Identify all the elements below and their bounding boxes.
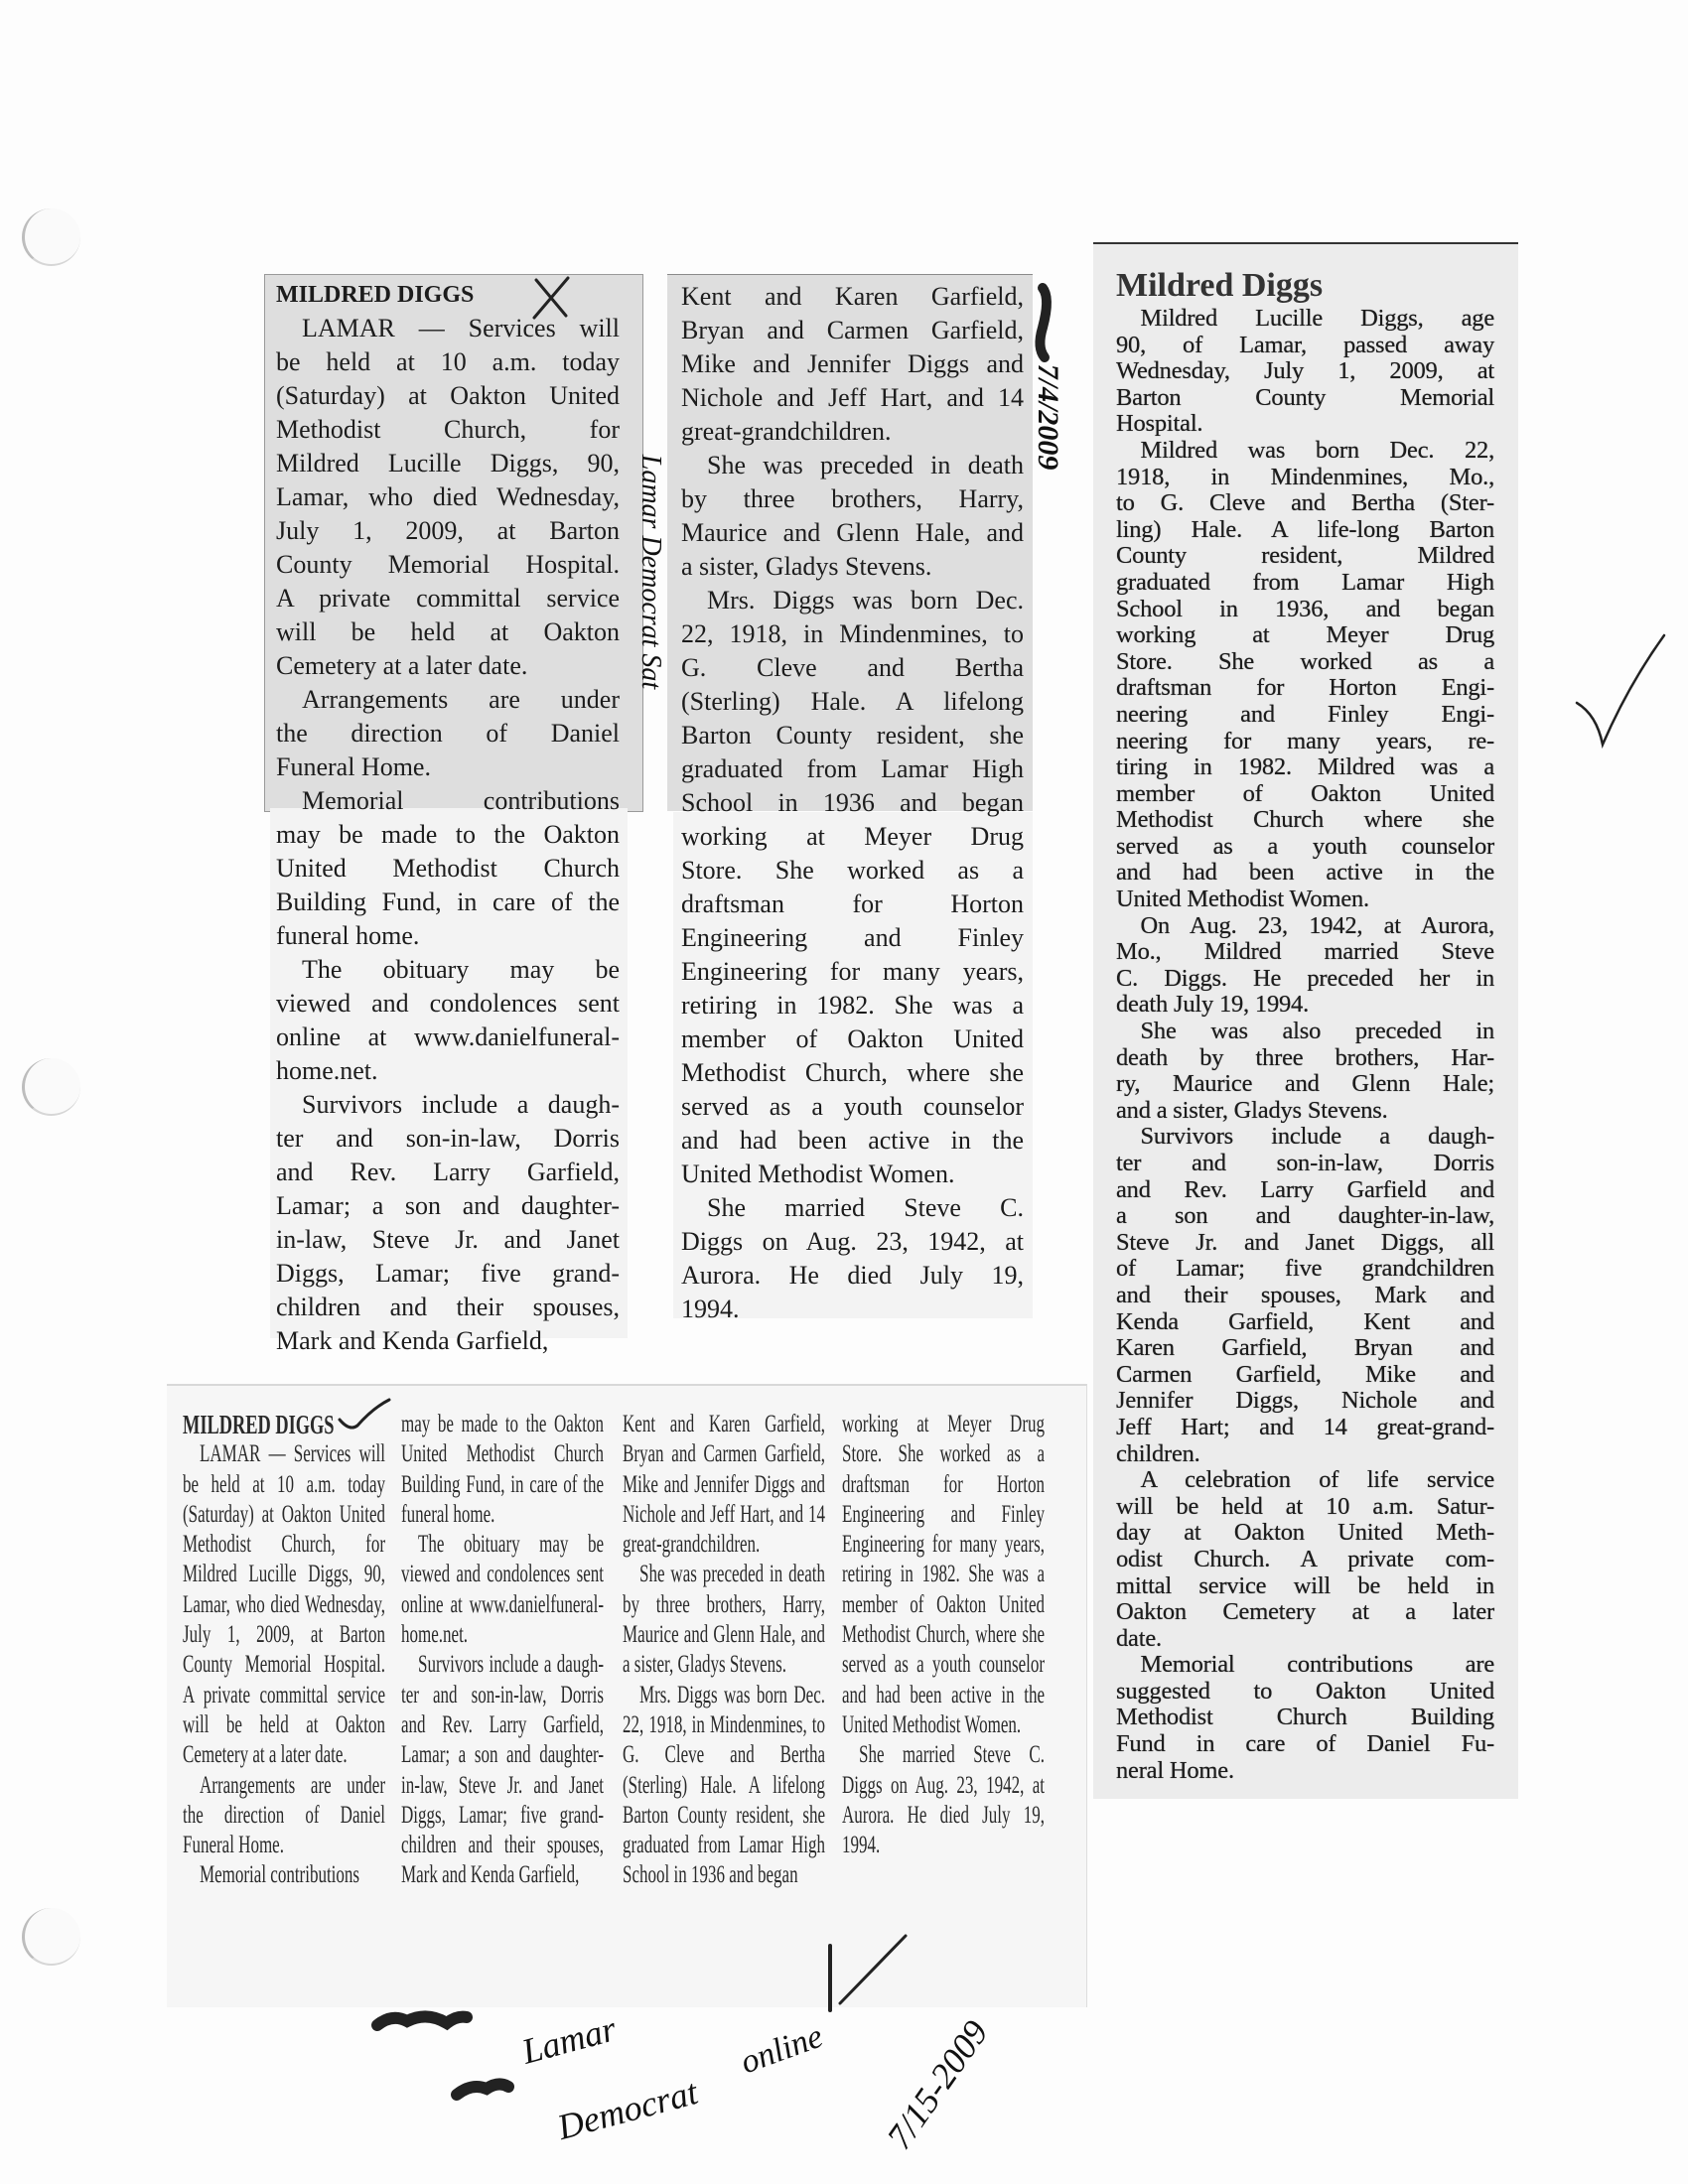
text-line: Store. She worked as a [681, 856, 1024, 885]
text-line: Barton County resident, she [681, 721, 1024, 750]
text-line: home.net. [276, 1056, 378, 1085]
text-line: children and their spouses, [276, 1293, 620, 1321]
text-line: She married Steve C. [859, 1741, 1045, 1769]
text-line: Mark and Kenda Garfield, [401, 1861, 580, 1889]
text-line: (Sterling) Hale. A lifelong [681, 687, 1024, 716]
text-line: ling) Hale. A life-long Barton [1116, 515, 1494, 543]
text-line: County Memorial Hospital. [183, 1651, 385, 1679]
scribbled-out-text [377, 2016, 467, 2025]
text-line: of Lamar; five grandchildren [1116, 1255, 1494, 1283]
text-line: tiring in 1982. Mildred was a [1116, 753, 1494, 781]
text-line: On Aug. 23, 1942, at Aurora, [1140, 911, 1494, 939]
obituary-title: MILDRED DIGGS [183, 1410, 335, 1439]
text-line: Wednesday, July 1, 2009, at [1116, 357, 1494, 385]
text-line: Mrs. Diggs was born Dec. [639, 1681, 825, 1708]
text-line: July 1, 2009, at Barton [183, 1621, 385, 1649]
text-line: School in 1936 and began [681, 788, 1024, 817]
text-line: Nichole and Jeff Hart, and 14 [623, 1500, 825, 1528]
text-line: 22, 1918, in Mindenmines, to [681, 619, 1024, 648]
text-line: Building Fund, in care of the [401, 1470, 604, 1498]
text-line: Arrangements are under [302, 685, 620, 714]
slash-mark-icon [840, 1936, 906, 2003]
text-line: Methodist Church where she [1116, 806, 1494, 834]
text-line: member of Oakton United [842, 1590, 1045, 1618]
text-line: 1994. [842, 1832, 881, 1859]
text-line: Mike and Jennifer Diggs and [623, 1470, 825, 1498]
text-line: Mildred Lucille Diggs, age [1140, 305, 1494, 332]
text-line: Steve Jr. and Janet Diggs, all [1116, 1228, 1494, 1256]
text-line: served as a youth counselor [681, 1092, 1024, 1121]
text-line: in-law, Steve Jr. and Janet [276, 1225, 620, 1254]
text-line: She married Steve C. [707, 1193, 1024, 1222]
text-line: and their spouses, Mark and [1116, 1281, 1494, 1308]
text-line: children. [1116, 1439, 1200, 1467]
text-line: draftsman for Horton [681, 889, 1024, 918]
text-line: by three brothers, Harry, [623, 1590, 825, 1618]
text-line: LAMAR — Services will [302, 314, 620, 342]
text-line: Memorial contributions [200, 1861, 360, 1889]
text-line: Aurora. He died July 19, [681, 1261, 1024, 1290]
text-line: 1994. [681, 1295, 740, 1323]
text-line: home.net. [401, 1621, 469, 1649]
obituary-title: MILDRED DIGGS [276, 282, 475, 308]
text-line: ter and son-in-law, Dorris [1116, 1150, 1494, 1176]
text-line: Engineering for many years, [842, 1531, 1045, 1559]
text-line: a son and daughter-in-law, [1116, 1202, 1494, 1230]
text-line: Karen Garfield, Bryan and [1116, 1334, 1494, 1362]
text-line: Oakton Cemetery at a later [1116, 1598, 1494, 1626]
text-line: and Rev. Larry Garfield and [1116, 1175, 1494, 1203]
text-line: Engineering for many years, [681, 957, 1024, 986]
text-line: She was preceded in death [707, 451, 1024, 479]
text-line: Lamar, who died Wednesday, [276, 482, 620, 511]
handwritten-source-line-2: Democrat [553, 2072, 702, 2147]
text-line: Survivors include a daugh- [418, 1651, 604, 1679]
text-line: a sister, Gladys Stevens. [681, 552, 932, 581]
text-line: and a sister, Gladys Stevens. [1116, 1096, 1388, 1124]
text-line: the direction of Daniel [183, 1801, 385, 1829]
text-line: draftsman for Horton Engi- [1116, 674, 1494, 702]
text-line: C. Diggs. He preceded her in [1116, 964, 1494, 992]
text-line: Mildred Lucille Diggs, 90, [183, 1561, 385, 1588]
handwritten-source-note: Lamar Democrat Sat [635, 454, 666, 690]
text-line: death by three brothers, Har- [1116, 1043, 1494, 1071]
text-line: School in 1936 and began [623, 1861, 798, 1889]
text-line: 22, 1918, in Mindenmines, to [623, 1710, 825, 1738]
text-line: United Methodist Church [401, 1440, 604, 1468]
text-line: draftsman for Horton [842, 1470, 1045, 1498]
text-line: Methodist Church, for [276, 415, 620, 444]
text-line: Lamar, who died Wednesday, [183, 1590, 385, 1618]
text-line: United Methodist Women. [681, 1160, 955, 1188]
text-line: Engineering and Finley [842, 1500, 1045, 1528]
text-line: Kent and Karen Garfield, [681, 282, 1024, 311]
text-line: The obituary may be [418, 1531, 604, 1559]
text-line: funeral home. [276, 921, 420, 950]
text-line: death July 19, 1994. [1116, 991, 1310, 1019]
text-line: online at www.danielfuneral- [276, 1023, 620, 1051]
text-line: Maurice and Glenn Hale, and [681, 518, 1024, 547]
text-line: in-law, Steve Jr. and Janet [401, 1771, 604, 1799]
text-line: may be made to the Oakton [276, 820, 620, 849]
text-line: Diggs, Lamar; five grand- [276, 1259, 620, 1288]
text-line: great-grandchildren. [623, 1531, 761, 1559]
text-line: She was also preceded in [1140, 1018, 1494, 1045]
text-line: Memorial contributions [302, 786, 620, 815]
text-line: the direction of Daniel [276, 719, 620, 748]
handwritten-source-line-3: online [736, 2017, 828, 2082]
text-line: United Methodist Women. [1116, 886, 1369, 913]
text-line: Jennifer Diggs, Nichole and [1116, 1387, 1494, 1415]
text-line: member of Oakton United [1116, 779, 1494, 807]
text-line: (Saturday) at Oakton United [183, 1500, 385, 1528]
text-line: Bryan and Carmen Garfield, [681, 316, 1024, 344]
text-line: viewed and condolences sent [276, 989, 620, 1018]
scribble-mark [1040, 288, 1047, 357]
text-line: ter and son-in-law, Dorris [401, 1681, 604, 1708]
text-line: 1918, in Mindenmines, Mo., [1116, 463, 1494, 490]
text-line: great-grandchildren. [681, 417, 892, 446]
text-line: Kent and Karen Garfield, [623, 1411, 825, 1437]
text-line: Mildred was born Dec. 22, [1140, 436, 1494, 464]
text-line: Lamar; a son and daughter- [401, 1741, 604, 1769]
check-mark-icon [1577, 635, 1664, 745]
text-line: and had been active in the [681, 1126, 1024, 1155]
text-line: odist Church. A private com- [1116, 1545, 1494, 1572]
text-line: Nichole and Jeff Hart, and 14 [681, 383, 1024, 412]
text-line: Building Fund, in care of the [276, 887, 620, 916]
text-line: be held at 10 a.m. today [183, 1470, 385, 1498]
text-line: served as a youth counselor [842, 1651, 1045, 1679]
text-line: neral Home. [1116, 1756, 1234, 1784]
text-line: served as a youth counselor [1116, 832, 1494, 860]
text-line: Store. She worked as a [842, 1440, 1045, 1468]
text-line: Funeral Home. [183, 1832, 284, 1859]
text-line: Mo., Mildred married Steve [1116, 938, 1494, 966]
text-line: retiring in 1982. She was a [681, 991, 1024, 1020]
text-line: Barton County resident, she [623, 1801, 825, 1829]
text-line: and Rev. Larry Garfield, [276, 1158, 620, 1186]
text-line: Mildred Lucille Diggs, 90, [276, 449, 620, 478]
text-line: graduated from Lamar High [681, 754, 1024, 783]
text-line: Mike and Jennifer Diggs and [681, 349, 1024, 378]
text-line: Cemetery at a later date. [183, 1741, 348, 1769]
text-line: Store. She worked as a [1116, 647, 1494, 675]
text-line: LAMAR — Services will [200, 1440, 385, 1468]
text-line: G. Cleve and Bertha [681, 653, 1024, 682]
text-line: retiring in 1982. She was a [842, 1561, 1045, 1588]
obituary-title: Mildred Diggs [1116, 267, 1324, 304]
text-line: and had been active in the [842, 1681, 1045, 1708]
text-line: a sister, Gladys Stevens. [623, 1651, 787, 1679]
text-line: mittal service will be held in [1116, 1571, 1494, 1599]
text-line: (Saturday) at Oakton United [276, 381, 620, 410]
text-line: date. [1116, 1624, 1162, 1652]
text-line: United Methodist Women. [842, 1710, 1022, 1738]
text-line: viewed and condolences sent [401, 1561, 604, 1588]
text-line: funeral home. [401, 1500, 495, 1528]
text-line: working at Meyer Drug [1116, 621, 1494, 649]
text-line: and Rev. Larry Garfield, [401, 1710, 604, 1738]
text-line: children and their spouses, [401, 1832, 604, 1859]
text-line: G. Cleve and Bertha [623, 1741, 825, 1769]
text-line: suggested to Oakton United [1116, 1677, 1494, 1705]
text-line: Aurora. He died July 19, [842, 1801, 1045, 1829]
text-line: Methodist Church, where she [681, 1058, 1024, 1087]
text-line: Fund in care of Daniel Fu- [1116, 1730, 1494, 1758]
text-line: Funeral Home. [276, 752, 431, 781]
text-line: Mrs. Diggs was born Dec. [707, 586, 1024, 614]
text-line: Methodist Church, for [183, 1531, 385, 1559]
text-line: Survivors include a daugh- [1140, 1123, 1494, 1151]
text-line: A celebration of life service [1140, 1466, 1494, 1494]
text-line: ter and son-in-law, Dorris [276, 1124, 620, 1153]
text-line: Diggs, Lamar; five grand- [401, 1801, 604, 1829]
text-line: neering and Finley Engi- [1116, 700, 1494, 728]
text-line: Arrangements are under [200, 1771, 385, 1799]
scribbled-out-text [457, 2084, 508, 2095]
text-line: by three brothers, Harry, [681, 484, 1024, 513]
text-line: Engineering and Finley [681, 923, 1024, 952]
text-line: Cemetery at a later date. [276, 651, 528, 680]
text-line: July 1, 2009, at Barton [276, 516, 620, 545]
text-line: Maurice and Glenn Hale, and [623, 1621, 825, 1649]
text-line: Jeff Hart; and 14 great-grand- [1116, 1413, 1494, 1440]
text-line: Diggs on Aug. 23, 1942, at [681, 1227, 1024, 1256]
text-line: Carmen Garfield, Mike and [1116, 1360, 1494, 1388]
text-line: Barton County Memorial [1116, 383, 1494, 411]
text-line: Mark and Kenda Garfield, [276, 1326, 549, 1355]
text-line: 90, of Lamar, passed away [1116, 331, 1494, 358]
text-line: member of Oakton United [681, 1024, 1024, 1053]
text-line: ry, Maurice and Glenn Hale; [1116, 1070, 1494, 1098]
text-line: Memorial contributions are [1140, 1651, 1494, 1679]
text-line: day at Oakton United Meth- [1116, 1519, 1494, 1547]
check-mark-icon [340, 1400, 389, 1428]
text-line: The obituary may be [302, 955, 620, 984]
text-line: A private committal service [276, 584, 620, 613]
text-line: She was preceded in death [639, 1561, 825, 1588]
text-line: working at Meyer Drug [842, 1411, 1045, 1437]
text-line: Methodist Church, where she [842, 1621, 1045, 1649]
text-line: Methodist Church Building [1116, 1704, 1494, 1731]
text-line: County Memorial Hospital. [276, 550, 620, 579]
text-line: and had been active in the [1116, 859, 1494, 887]
text-line: online at www.danielfuneral- [401, 1590, 604, 1618]
text-line: United Methodist Church [276, 854, 620, 883]
text-line: Survivors include a daugh- [302, 1090, 620, 1119]
text-line: Kenda Garfield, Kent and [1116, 1307, 1494, 1335]
text-line: will be held at Oakton [183, 1710, 385, 1738]
text-line: (Sterling) Hale. A lifelong [623, 1771, 825, 1799]
handwritten-date-note: 7/4/2009 [1032, 363, 1064, 471]
text-line: Hospital. [1116, 410, 1203, 438]
text-line: County resident, Mildred [1116, 542, 1494, 570]
text-line: be held at 10 a.m. today [276, 347, 620, 376]
handwritten-source-line-1: Lamar [517, 2008, 621, 2072]
handwritten-date-2: 7/15-2009 [879, 2012, 996, 2157]
text-line: working at Meyer Drug [681, 822, 1024, 851]
text-line: may be made to the Oakton [401, 1411, 604, 1437]
text-line: will be held at 10 a.m. Satur- [1116, 1492, 1494, 1520]
text-line: School in 1936, and began [1116, 595, 1494, 622]
text-line: Lamar; a son and daughter- [276, 1191, 620, 1220]
text-line: graduated from Lamar High [623, 1832, 825, 1859]
text-line: to G. Cleve and Bertha (Ster- [1116, 489, 1494, 517]
text-line: neering for many years, re- [1116, 727, 1494, 754]
text-line: Diggs on Aug. 23, 1942, at [842, 1771, 1045, 1799]
text-line: A private committal service [183, 1681, 385, 1708]
text-line: graduated from Lamar High [1116, 568, 1494, 596]
x-mark-icon [534, 278, 568, 318]
text-line: Bryan and Carmen Garfield, [623, 1440, 825, 1468]
text-line: will be held at Oakton [276, 617, 620, 646]
